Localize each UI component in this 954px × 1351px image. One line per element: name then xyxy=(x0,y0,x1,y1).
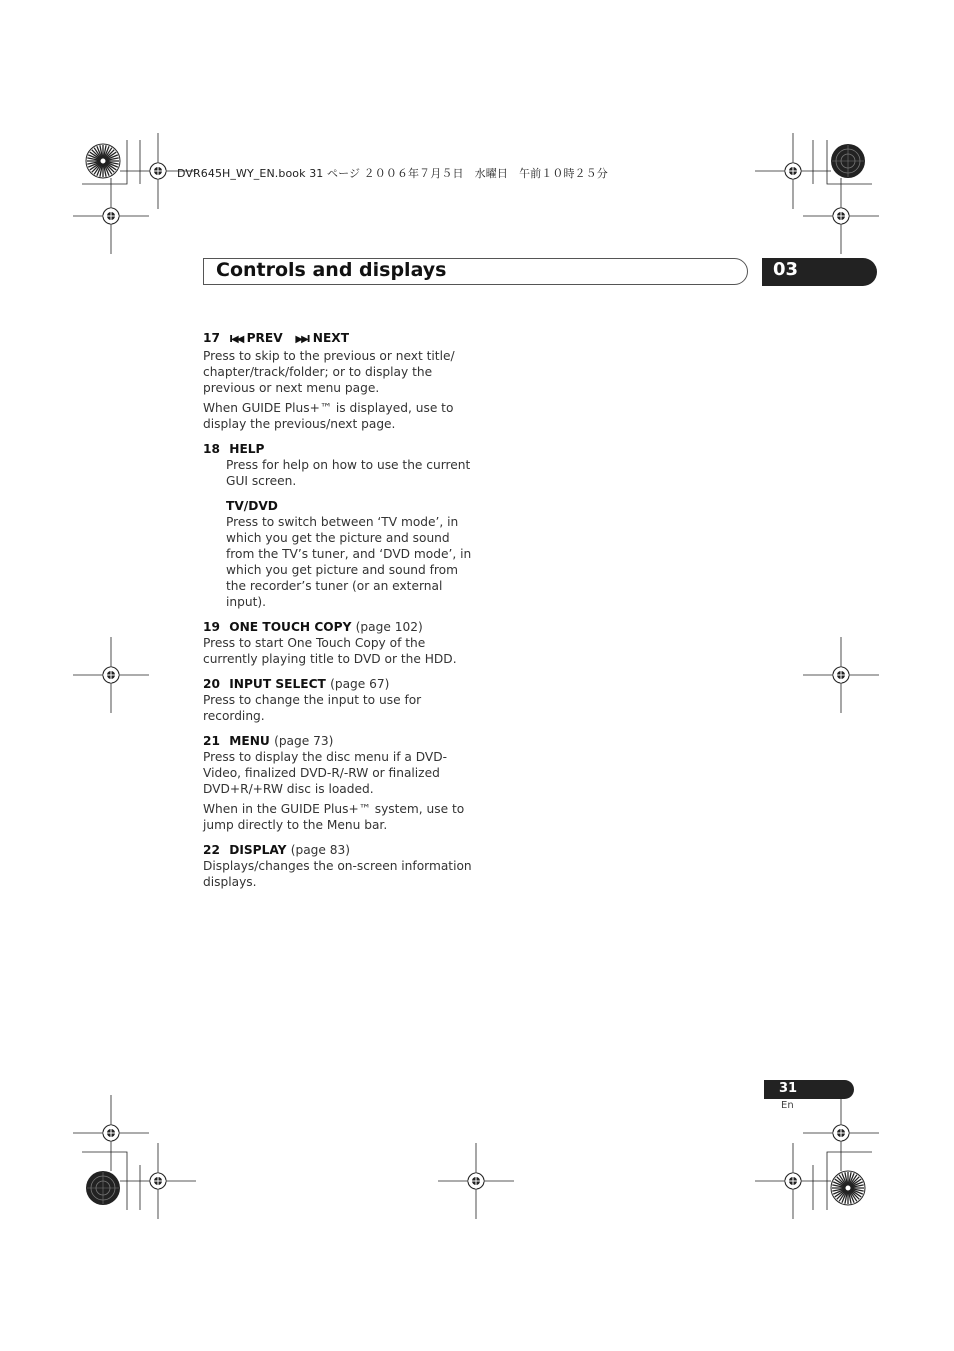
item-title: MENU xyxy=(229,734,270,748)
chapter-title: Controls and displays xyxy=(216,259,447,281)
page-language: En xyxy=(781,1100,794,1111)
item-heading xyxy=(203,676,473,692)
item-number: 20 xyxy=(203,677,220,691)
page-number-tab xyxy=(764,1080,854,1099)
sub-item-tv-dvd xyxy=(203,498,473,610)
item-title: DISPLAY xyxy=(229,843,287,857)
item-heading xyxy=(203,733,473,749)
item-number: 18 xyxy=(203,442,220,456)
item-description: When GUIDE Plus+™ is displayed, use to display the previous/next page. xyxy=(203,401,454,431)
chapter-number: 03 xyxy=(773,259,799,280)
item-22-display xyxy=(203,842,473,890)
item-description: Press for help on how to use the current GUI screen. xyxy=(226,458,471,488)
item-title: ONE TOUCH COPY xyxy=(229,620,352,634)
page-reference: (page 102) xyxy=(355,620,423,634)
prev-label: PREV xyxy=(246,331,283,345)
sub-item-title: TV/DVD xyxy=(226,499,278,513)
item-heading xyxy=(203,330,473,348)
skip-forward-icon: ▶▶I xyxy=(295,334,309,345)
item-description: Press to display the disc menu if a DVD-Video, finalized DVD-R/-RW or finalized DVD+R/+RW disc is loaded. xyxy=(203,750,448,796)
page-reference: (page 73) xyxy=(274,734,334,748)
file-info-header: DVR645H_WY_EN.book 31 ページ ２００６年７月５日 水曜日 午前１０時２５分 xyxy=(177,167,608,180)
item-description: Press to switch between ‘TV mode’, in which you get the picture and sound from the TV’s tuner, and ‘DVD mode’, in which you get picture and sound from the recorder’s tuner (or an external input). xyxy=(226,515,472,609)
item-description: Press to change the input to use for recording. xyxy=(203,693,422,723)
item-description: Press to skip to the previous or next title/ chapter/track/folder; or to display the previous or next menu page. xyxy=(203,349,455,395)
item-title: INPUT SELECT xyxy=(229,677,326,691)
item-number: 19 xyxy=(203,620,220,634)
item-description: When in the GUIDE Plus+™ system, use to jump directly to the Menu bar. xyxy=(203,802,465,832)
content-column xyxy=(203,330,473,899)
item-number: 22 xyxy=(203,843,220,857)
item-20-input-select xyxy=(203,676,473,724)
skip-back-icon: I◀◀ xyxy=(229,334,243,345)
item-18-help xyxy=(203,441,473,610)
item-number: 17 xyxy=(203,331,220,345)
item-heading xyxy=(203,619,473,635)
page-number: 31 xyxy=(779,1081,798,1096)
item-heading xyxy=(203,842,473,858)
item-21-menu xyxy=(203,733,473,833)
item-description: Press to start One Touch Copy of the currently playing title to DVD or the HDD. xyxy=(203,636,457,666)
item-title: HELP xyxy=(229,442,265,456)
item-19-one-touch-copy xyxy=(203,619,473,667)
item-heading xyxy=(203,441,473,457)
page-reference: (page 67) xyxy=(330,677,390,691)
page-reference: (page 83) xyxy=(290,843,351,857)
item-number: 21 xyxy=(203,734,220,748)
item-description: Displays/changes the on-screen information displays. xyxy=(203,859,472,889)
next-label: NEXT xyxy=(312,331,350,345)
item-17-prev-next xyxy=(203,330,473,432)
